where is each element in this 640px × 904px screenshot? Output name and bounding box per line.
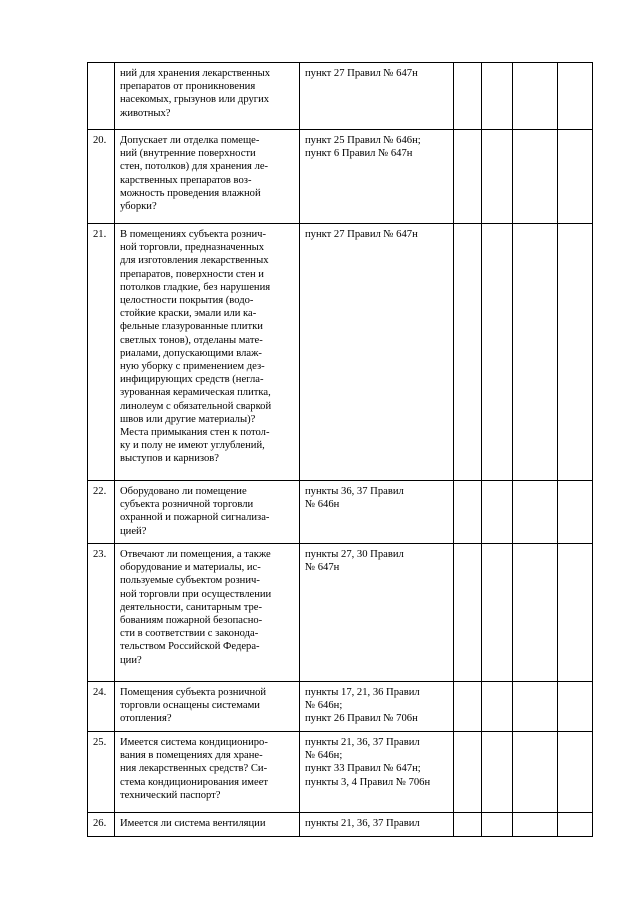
reference-cell xyxy=(300,130,454,224)
question-line: тельством Российской Федера- xyxy=(120,641,260,653)
question-line: потолков гладкие, без нарушения xyxy=(120,281,271,293)
question-line: целостности покрытия (водо- xyxy=(120,295,254,307)
reference-line: № 646н xyxy=(305,499,340,511)
answer-cell[interactable] xyxy=(482,63,513,130)
question-line: Помещения субъекта розничной xyxy=(120,687,267,698)
question-line: стен, потолков) для хранения ле- xyxy=(120,161,269,173)
reference-line: пункты 27, 30 Правил xyxy=(305,549,404,560)
answer-cell[interactable] xyxy=(558,732,593,813)
question-cell xyxy=(115,813,300,837)
table-row xyxy=(88,732,593,813)
question-line: цией? xyxy=(120,525,147,537)
question-line: светлых тонов), отделаны мате- xyxy=(120,334,263,346)
question-line: можность проведения влажной xyxy=(120,187,261,199)
table-row xyxy=(88,130,593,224)
question-line: ной торговли при осуществлении xyxy=(120,588,272,600)
question-line: линолеум с обязательной сваркой xyxy=(120,400,272,412)
answer-cell[interactable] xyxy=(482,813,513,837)
reference-line: пункт 6 Правил № 647н xyxy=(305,148,413,160)
answer-cell[interactable] xyxy=(558,224,593,481)
answer-cell[interactable] xyxy=(558,63,593,130)
question-line: Имеется ли система вентиляции xyxy=(120,818,266,829)
question-line: Имеется система кондициониро- xyxy=(120,737,268,748)
answer-cell[interactable] xyxy=(513,682,558,732)
question-line: ний (внутренние поверхности xyxy=(120,148,256,160)
answer-cell[interactable] xyxy=(482,481,513,544)
reference-line: пункт 27 Правил № 647н xyxy=(305,229,418,240)
row-number: 23. xyxy=(88,544,115,682)
question-line: насекомых, грызунов или других xyxy=(120,94,270,106)
question-line: деятельности, санитарным тре- xyxy=(120,601,262,613)
answer-cell[interactable] xyxy=(513,481,558,544)
question-line: животных? xyxy=(120,107,171,119)
question-line: сти в соответствии с законода- xyxy=(120,628,259,640)
row-number: 22. xyxy=(88,481,115,544)
answer-cell[interactable] xyxy=(454,63,482,130)
question-line: ний для хранения лекарственных xyxy=(120,68,271,79)
reference-line: № 646н; xyxy=(305,700,343,712)
question-line: выступов и карнизов? xyxy=(120,453,219,465)
table-row xyxy=(88,224,593,481)
reference-line: пункты 17, 21, 36 Правил xyxy=(305,687,420,698)
question-line: для изготовления лекарственных xyxy=(120,255,269,267)
reference-line: пункт 27 Правил № 647н xyxy=(305,68,418,79)
question-line: риалами, допускающими влаж- xyxy=(120,347,262,359)
row-number: 21. xyxy=(88,224,115,481)
question-line: технический паспорт? xyxy=(120,789,221,801)
question-cell xyxy=(115,481,300,544)
question-line: зурованная керамическая плитка, xyxy=(120,387,271,399)
answer-cell[interactable] xyxy=(482,130,513,224)
reference-line: пункты 3, 4 Правил № 706н xyxy=(305,776,431,788)
reference-cell xyxy=(300,481,454,544)
reference-cell xyxy=(300,544,454,682)
reference-line: пункты 21, 36, 37 Правил xyxy=(305,818,420,829)
row-number: 24. xyxy=(88,682,115,732)
reference-cell xyxy=(300,224,454,481)
answer-cell[interactable] xyxy=(482,544,513,682)
answer-cell[interactable] xyxy=(454,224,482,481)
row-number: 25. xyxy=(88,732,115,813)
question-cell xyxy=(115,130,300,224)
question-cell xyxy=(115,63,300,130)
answer-cell[interactable] xyxy=(558,481,593,544)
question-line: ку и полу не имеют углублений, xyxy=(120,440,265,452)
question-line: ции? xyxy=(120,654,142,666)
table-row xyxy=(88,544,593,682)
answer-cell[interactable] xyxy=(558,130,593,224)
question-cell xyxy=(115,732,300,813)
question-line: карственных препаратов воз- xyxy=(120,174,252,186)
question-line: инфицирующих средств (негла- xyxy=(120,374,264,386)
answer-cell[interactable] xyxy=(454,732,482,813)
answer-cell[interactable] xyxy=(482,732,513,813)
answer-cell[interactable] xyxy=(454,544,482,682)
question-cell xyxy=(115,544,300,682)
answer-cell[interactable] xyxy=(454,130,482,224)
answer-cell[interactable] xyxy=(558,813,593,837)
checklist-rows xyxy=(88,63,593,837)
question-line: ную уборку с применением дез- xyxy=(120,361,265,373)
reference-line: пункты 21, 36, 37 Правил xyxy=(305,737,420,748)
question-cell xyxy=(115,682,300,732)
table-row xyxy=(88,682,593,732)
answer-cell[interactable] xyxy=(454,682,482,732)
reference-cell xyxy=(300,63,454,130)
answer-cell[interactable] xyxy=(558,544,593,682)
question-line: охранной и пожарной сигнализа- xyxy=(120,512,270,524)
question-line: вания в помещениях для хране- xyxy=(120,750,263,762)
question-line: Места примыкания стен к потол- xyxy=(120,427,270,439)
answer-cell[interactable] xyxy=(513,732,558,813)
question-line: В помещениях субъекта рознич- xyxy=(120,229,267,240)
question-line: Оборудовано ли помещение xyxy=(120,486,247,497)
answer-cell[interactable] xyxy=(513,63,558,130)
question-line: субъекта розничной торговли xyxy=(120,499,254,511)
reference-cell xyxy=(300,813,454,837)
answer-cell[interactable] xyxy=(513,130,558,224)
reference-line: пункт 25 Правил № 646н; xyxy=(305,135,421,146)
answer-cell[interactable] xyxy=(513,224,558,481)
question-line: торговли оснащены системами xyxy=(120,700,260,712)
question-line: препаратов, поверхности стен и xyxy=(120,268,264,280)
answer-cell[interactable] xyxy=(482,224,513,481)
question-line: швов или другие материалы)? xyxy=(120,413,256,425)
question-line: бованиям пожарной безопасно- xyxy=(120,615,263,627)
question-line: оборудование и материалы, ис- xyxy=(120,562,261,574)
reference-cell xyxy=(300,682,454,732)
answer-cell[interactable] xyxy=(513,544,558,682)
answer-cell[interactable] xyxy=(454,813,482,837)
question-line: уборки? xyxy=(120,201,157,213)
question-line: фельные глазурованные плитки xyxy=(120,321,263,333)
answer-cell[interactable] xyxy=(513,813,558,837)
answer-cell[interactable] xyxy=(454,481,482,544)
answer-cell[interactable] xyxy=(482,682,513,732)
question-line: ния лекарственных средств? Си- xyxy=(120,763,268,775)
table-row xyxy=(88,481,593,544)
reference-line: пункты 36, 37 Правил xyxy=(305,486,404,497)
answer-cell[interactable] xyxy=(558,682,593,732)
table-row xyxy=(88,63,593,130)
reference-line: № 646н; xyxy=(305,750,343,762)
row-number: 20. xyxy=(88,130,115,224)
reference-cell xyxy=(300,732,454,813)
question-line: отопления? xyxy=(120,713,172,725)
reference-line: № 647н xyxy=(305,562,340,574)
reference-line: пункт 26 Правил № 706н xyxy=(305,713,418,725)
question-line: Отвечают ли помещения, а также xyxy=(120,549,271,560)
question-line: препаратов от проникновения xyxy=(120,81,256,93)
table-row xyxy=(88,813,593,837)
reference-line: пункт 33 Правил № 647н; xyxy=(305,763,421,775)
row-number xyxy=(88,63,115,130)
question-line: ной торговли, предназначенных xyxy=(120,242,265,254)
question-line: стема кондиционирования имеет xyxy=(120,776,269,788)
question-line: Допускает ли отделка помеще- xyxy=(120,135,260,146)
question-cell xyxy=(115,224,300,481)
question-line: стойкие краски, эмали или ка- xyxy=(120,308,257,320)
checklist-table xyxy=(87,62,593,837)
question-line: пользуемые субъектом рознич- xyxy=(120,575,260,587)
row-number: 26. xyxy=(88,813,115,837)
